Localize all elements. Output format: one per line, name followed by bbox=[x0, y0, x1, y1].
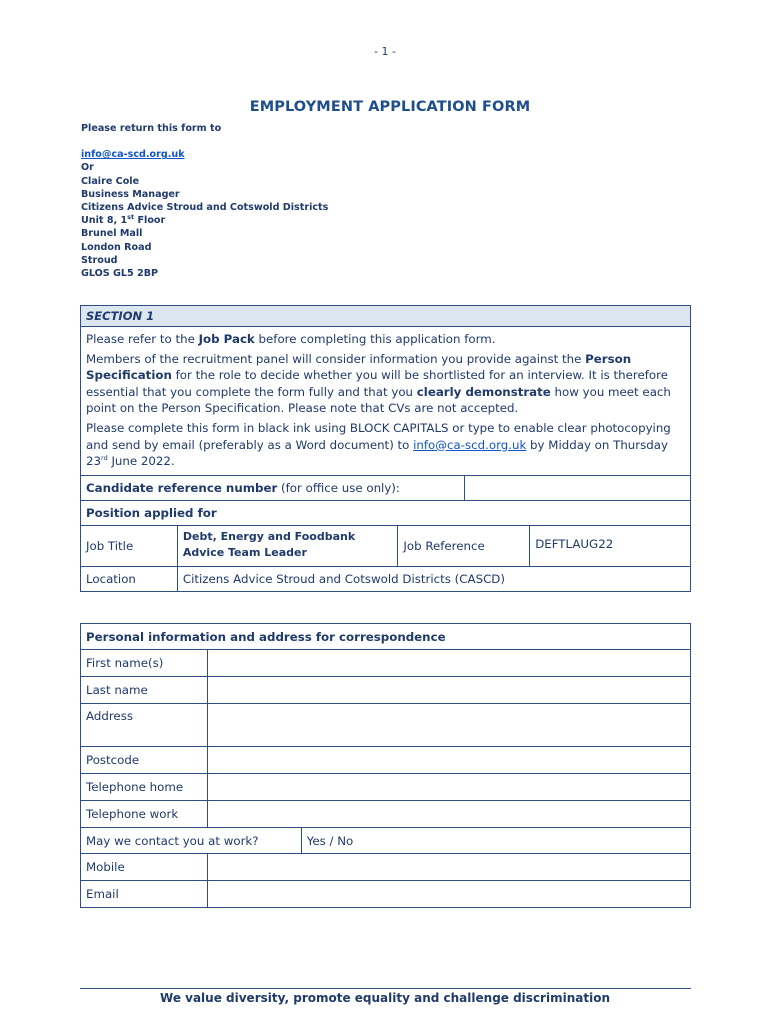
position-header: Position applied for bbox=[81, 500, 691, 525]
job-title-label: Job Title bbox=[81, 525, 178, 566]
return-email-link[interactable]: info@ca-scd.org.uk bbox=[81, 149, 185, 161]
location-label: Location bbox=[81, 566, 178, 591]
mobile-label: Mobile bbox=[81, 854, 208, 881]
candidate-ref-field[interactable] bbox=[465, 475, 691, 500]
postcode-field[interactable] bbox=[207, 747, 690, 774]
submit-email-link[interactable]: info@ca-scd.org.uk bbox=[413, 437, 527, 452]
personal-info-table bbox=[80, 623, 691, 908]
last-name-label: Last name bbox=[81, 677, 208, 704]
location-value[interactable]: Citizens Advice Stroud and Cotswold Districts (CASCD) bbox=[177, 566, 690, 591]
email-field[interactable] bbox=[207, 881, 690, 908]
section1-header: SECTION 1 bbox=[81, 306, 691, 327]
mobile-field[interactable] bbox=[207, 854, 690, 881]
address-label: Address bbox=[81, 704, 208, 747]
address-street1: Brunel Mall bbox=[81, 228, 143, 240]
page-number: - 1 - bbox=[374, 45, 396, 58]
contact-name: Claire Cole bbox=[81, 175, 140, 187]
address-town: Stroud bbox=[81, 254, 118, 266]
postcode-label: Postcode bbox=[81, 747, 208, 774]
section1-instructions bbox=[81, 327, 691, 476]
return-or: Or bbox=[81, 162, 94, 174]
section1-table bbox=[80, 305, 691, 592]
instruction-p2: Members of the recruitment panel will consider information you provide against the Person Specification for the role to decide whether you will be shortlisted for an interview. It is therefore essential that you complete the form fully and that you clearly demonstrate how you meet each point on the Person Specification. Please note that CVs are not accepted. bbox=[86, 351, 671, 416]
last-name-field[interactable] bbox=[207, 677, 690, 704]
return-intro: Please return this form to bbox=[81, 123, 222, 134]
tel-work-field[interactable] bbox=[207, 801, 690, 828]
job-ref-value[interactable]: DEFTLAUG22 bbox=[530, 525, 691, 566]
first-name-label: First name(s) bbox=[81, 650, 208, 677]
address-field[interactable] bbox=[207, 704, 690, 747]
candidate-ref-label: Candidate reference number (for office use only): bbox=[81, 475, 465, 500]
contact-work-field[interactable]: Yes / No bbox=[301, 828, 690, 854]
tel-home-label: Telephone home bbox=[81, 774, 208, 801]
address-postcode: GLOS GL5 2BP bbox=[81, 268, 159, 280]
instruction-p3: Please complete this form in black ink using BLOCK CAPITALS or type to enable clear photocopying and send by email (preferably as a Word document) to info@ca-scd.org.uk by Midday on Thursday 23rd June 2022. bbox=[86, 420, 671, 469]
job-ref-label: Job Reference bbox=[398, 525, 530, 566]
contact-role: Business Manager bbox=[81, 188, 180, 200]
address-street2: London Road bbox=[81, 241, 152, 253]
footer-divider bbox=[80, 988, 691, 989]
address-unit: Unit 8, 1st Floor bbox=[81, 213, 166, 227]
contact-work-label: May we contact you at work? bbox=[81, 828, 302, 854]
personal-header: Personal information and address for correspondence bbox=[81, 624, 691, 650]
tel-home-field[interactable] bbox=[207, 774, 690, 801]
return-address-block bbox=[81, 122, 328, 280]
contact-org: Citizens Advice Stroud and Cotswold Districts bbox=[81, 202, 329, 214]
email-label: Email bbox=[81, 881, 208, 908]
instruction-p1: Please refer to the Job Pack before completing this application form. bbox=[86, 332, 496, 346]
first-name-field[interactable] bbox=[207, 650, 690, 677]
job-title-value[interactable]: Debt, Energy and Foodbank Advice Team Leader bbox=[177, 525, 398, 566]
tel-work-label: Telephone work bbox=[81, 801, 208, 828]
footer-statement: We value diversity, promote equality and challenge discrimination bbox=[160, 991, 610, 1005]
form-title: EMPLOYMENT APPLICATION FORM bbox=[249, 99, 531, 115]
